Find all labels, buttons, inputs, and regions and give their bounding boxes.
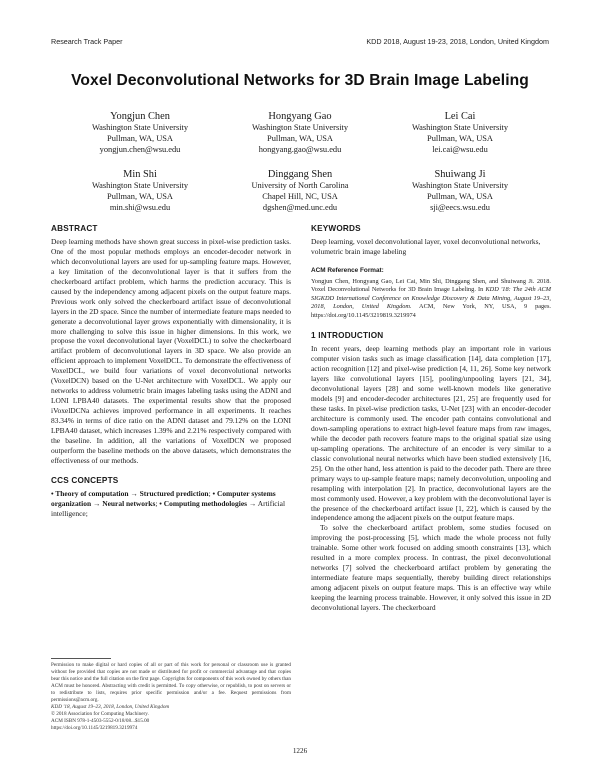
keywords-text: Deep learning, voxel deconvolutional layer, voxel deconvolutional networks, volumetric brain image labeling [311,236,541,256]
permission-footnote [51,662,291,732]
intro-paragraph-1: In recent years, deep learning methods play an important role in various computer vision tasks such as image classification [14], data completion [17], action recognition [12] and pixel-wise prediction [4, 11, 26]. Some key network layers like convolutional layers [15], pooling/unpooling layers [21, 34], deconvolutional layers [28] and some well-known models like generative models [9] and encoder-decoder architectures [21, 25] are frequently used for these tasks. In pixel-wise prediction tasks, U-Net [23] with an encoder-decoder architecture is commonly used. The encoder path contains convolutional and down-sampling operations to extract high-level feature maps from raw images, while the decoder path recovers feature maps to the original spatial size using up-sampling operations. The architecture of an encoder is very similar to a classic convolutional neural networks which have been studied extensively [16, 25]. On the other hand, less attention is paid to the decoder path. There are three primary ways to up-sample feature maps; namely deconvolution, unpooling and resampling with interpolation [2]. In practice, deconvolutional layers are the most commonly used. However, a key problem with the deconvolutional layer is the presence of the checkerboard artifact issue [1, 22], which is caused by the independence among the adjacent pixels on the output feature maps. [311,344,551,523]
paper-title: Voxel Deconvolutional Networks for 3D Brain Image Labeling [71,72,529,89]
author-location: Pullman, WA, USA [107,191,173,201]
ccs-sep: ; [155,498,160,508]
author-block [375,110,545,155]
author-affiliation: Washington State University [251,123,349,132]
author-affiliation: Washington State University [411,123,509,132]
author-name: Min Shi [123,169,157,180]
author-affiliation: Washington State University [91,123,189,132]
ccs-item: Structured prediction [139,488,209,498]
running-header-right: KDD 2018, August 19-23, 2018, London, United Kingdom [366,37,549,46]
author-affiliation: Washington State University [91,181,189,190]
author-name: Hongyang Gao [268,111,332,122]
acm-ref-after: ACM, New York, NY, USA, 9 pages. https://doi.org/10.1145/3219819.3219974 [311,303,551,319]
footnote-isbn: ACM ISBN 978-1-4503-5552-0/18/08...$15.00 [51,718,150,724]
ccs-heading: CCS CONCEPTS [51,475,119,485]
acm-ref-before: Yongjun Chen, Hongyang Gao, Lei Cai, Min Shi, Dinggang Shen, and Shuiwang Ji. 2018. Voxel Deconvolutional Networks for 3D Brain Image Labeling. In [311,277,551,294]
footnote-venue: KDD '18, August 19–23, 2018, London, United Kingdom [51,704,170,710]
page-number: 1226 [292,747,308,755]
author-location: Pullman, WA, USA [427,133,493,143]
author-email: min.shi@wsu.edu [109,202,171,212]
ccs-item: Neural networks [102,498,156,508]
author-affiliation: University of North Carolina [251,181,349,190]
author-email: sji@eecs.wsu.edu [430,202,490,212]
author-block [55,168,225,213]
author-block [215,168,385,213]
abstract-text: Deep learning methods have shown great success in pixel-wise prediction tasks. One of the most popular methods employs an encoder-decoder network in which deconvolutional layers are used for up-sampling feature maps. However, a key limitation of the deconvolutional layer is that it suffers from the checkerboard artifact problem, which harms the prediction accuracy. This is caused by the independency among adjacent pixels on the output feature maps. Previous work only solved the checkerboard artifact issue of deconvolutional layers in the 2D space. Since the number of intermediate feature maps needed to generate a deconvolutional layer grows exponentially with dimensionality, it is more challenging to solve this issue in higher dimensions. In this work, we propose the voxel deconvolutional layer (VoxelDCL) to solve the checkerboard artifact problem of deconvolutional layers in 3D space. We also provide an efficient approach to implement VoxelDCL. To demonstrate the effectiveness of VoxelDCL, we build four variations of voxel deconvolutional networks (VoxelDCN) based on the U-Net architecture with VoxelDCL. We apply our networks to address volumetric brain images labeling tasks using the ADNI and LONI LPBA40 datasets. The experimental results show that the proposed iVoxelDCNa achieves improved performance in all experiments. It reaches 83.34% in terms of dice ratio on the ADNI dataset and 79.12% on the LONI LPBA40 dataset, which increases 1.39% and 2.21% respectively compared with the baseline. In addition, all the variations of VoxelDCN we proposed outperform the baseline methods on the above datasets, which demonstrates the effectiveness of our methods. [51,236,291,465]
author-block [215,110,385,155]
ccs-sep: ; [208,488,213,498]
author-name: Lei Cai [444,111,476,122]
ccs-item: Artificial intelligence; [51,498,286,518]
ccs-arrow: → [91,498,103,508]
author-name: Dinggang Shen [267,169,333,180]
abstract-heading: ABSTRACT [51,224,98,233]
author-location: Pullman, WA, USA [427,191,493,201]
intro-heading: 1 INTRODUCTION [311,331,384,341]
author-block [375,168,545,213]
footnote-doi: https://doi.org/10.1145/3219819.3219974 [51,725,138,731]
ccs-item: • Theory of computation [51,488,129,498]
author-location: Pullman, WA, USA [267,133,333,143]
footnote-rule [51,658,111,659]
ccs-concepts [51,489,291,519]
ccs-arrow: → [128,488,140,498]
ccs-item: • Computing methodologies [159,498,248,508]
running-header-left: Research Track Paper [51,37,123,46]
ccs-item: • Computer systems organization [51,488,276,508]
author-name: Shuiwang Ji [434,169,486,180]
author-location: Pullman, WA, USA [107,133,173,143]
author-location: Chapel Hill, NC, USA [262,191,338,201]
left-column [51,224,291,519]
author-block [55,110,225,155]
author-email: hongyang.gao@wsu.edu [258,144,342,154]
keywords-heading: KEYWORDS [311,224,361,233]
author-name: Yongjun Chen [110,111,170,122]
right-column [311,224,551,613]
acm-ref-venue: KDD '18: The 24th ACM SIGKDD International Conference on Knowledge Discovery & Data Mining, August 19–23, 2018, London, United Kingdom. [311,286,551,311]
footnote-permission: Permission to make digital or hard copies of all or part of this work for personal or classroom use is granted without fee provided that copies are not made or distributed for profit or commercial advantage and that copies bear this notice and the full citation on the first page. Copyrights for components of this work owned by others than ACM must be honored. Abstracting with credit is permitted. To copy otherwise, or republish, to post on servers or to redistribute to lists, requires prior specific permission and/or a fee. Request permissions from permissions@acm.org. [51,662,291,703]
author-affiliation: Washington State University [411,181,509,190]
footnote-copyright: © 2018 Association for Computing Machinery. [51,711,149,717]
author-email: lei.cai@wsu.edu [432,144,488,154]
author-email: dgshen@med.unc.edu [262,202,338,212]
acm-ref-heading: ACM Reference Format: [311,266,384,274]
acm-ref-text [311,278,551,321]
ccs-arrow: → [247,498,258,508]
intro-paragraph-2: To solve the checkerboard artifact problem, some studies focused on improving the post-processing [5], which made the whole process not fully trainable. Some other work focused on adding smooth constraints [13], which resulted in a more complex process. In contrast, the pixel deconvolutional networks [7] solved the checkerboard artifact problem by generating the intermediate feature maps sequentially, thereby building direct relationships among adjacent pixels on output feature maps. This is an effective way while keeping the learning process trainable. However, it only solved this issue in 2D deconvolutional layers. The checkerboard [311,523,551,613]
author-email: yongjun.chen@wsu.edu [99,144,181,154]
